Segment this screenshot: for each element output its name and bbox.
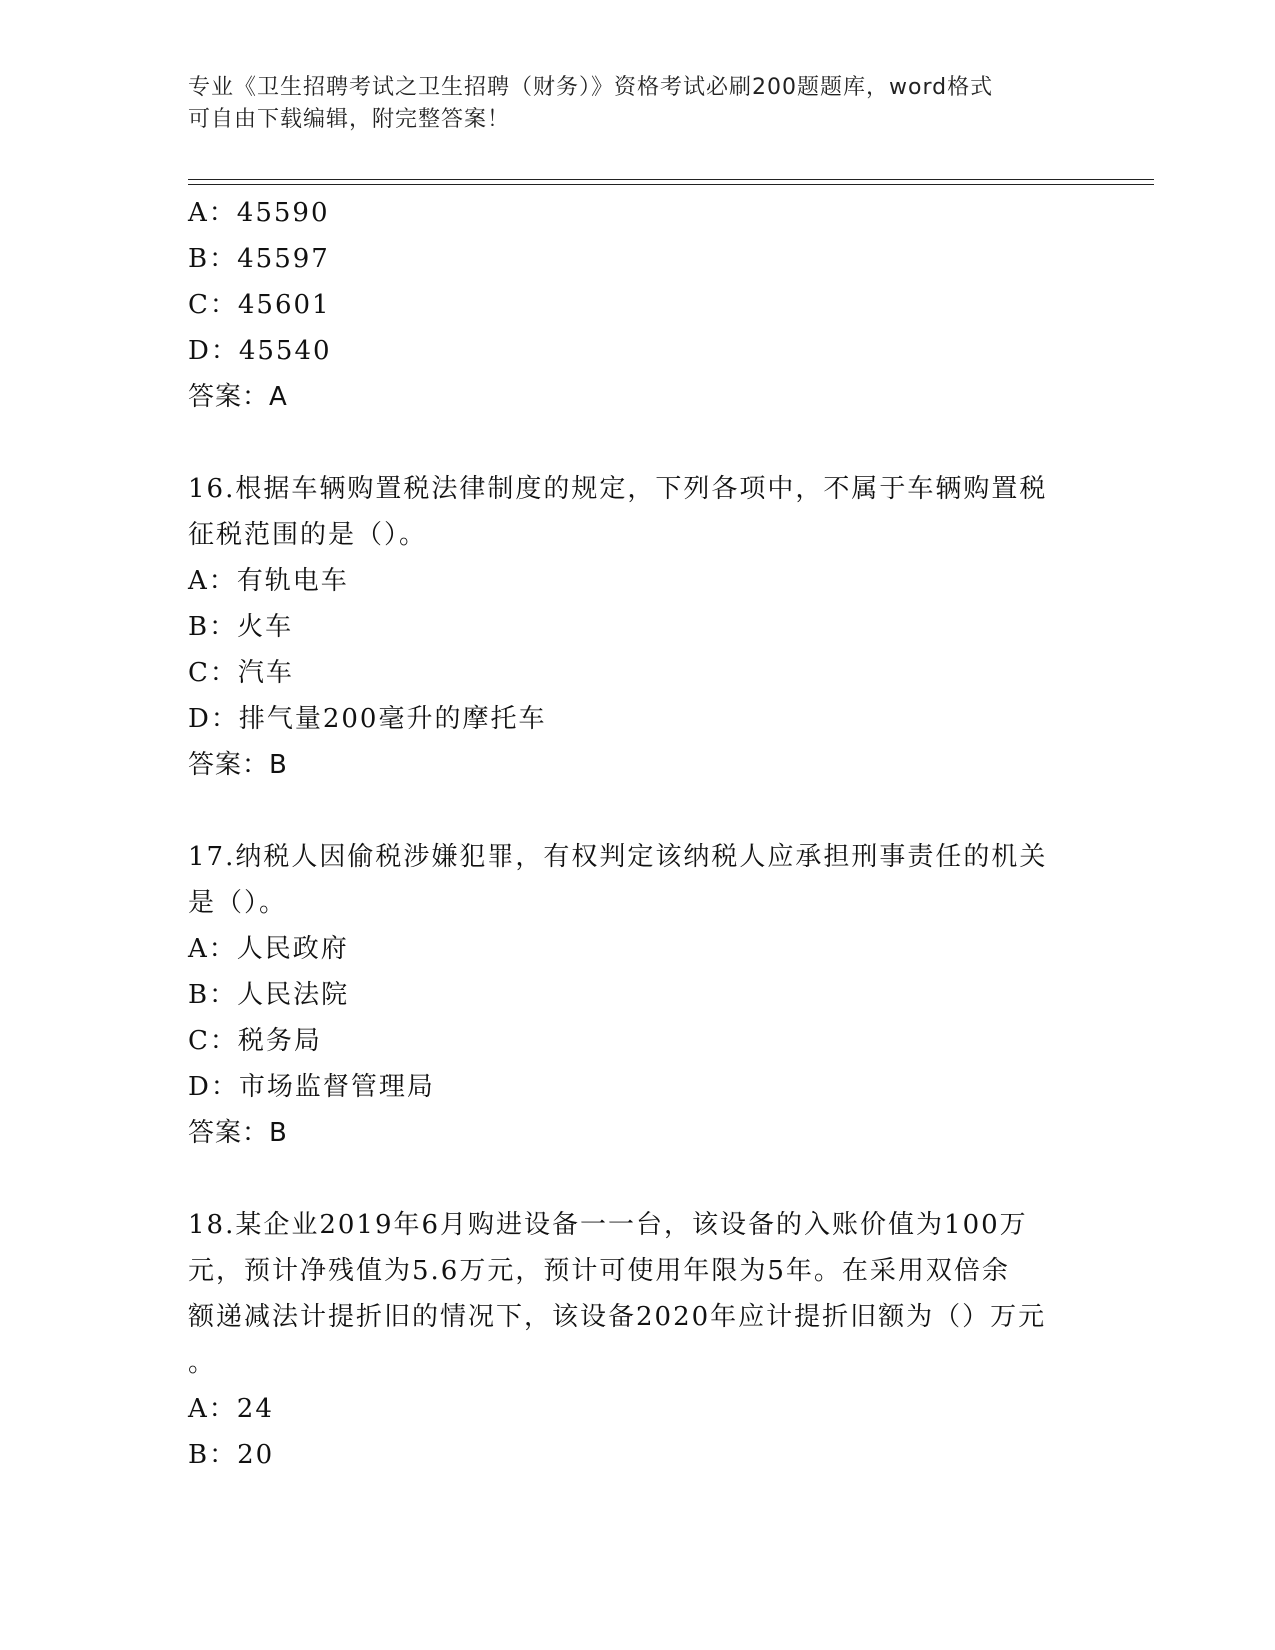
question-15-block: [188, 190, 1068, 420]
question-18-text-line3: 额递减法计提折旧的情况下，该设备2020年应计提折旧额为（）万元: [188, 1302, 1047, 1332]
question-content: [188, 190, 1068, 1478]
question-17-text-line1: 17.纳税人因偷税涉嫌犯罪，有权判定该纳税人应承担刑事责任的机关: [188, 842, 1048, 872]
question-16-text-line1: 16.根据车辆购置税法律制度的规定，下列各项中，不属于车辆购置税: [188, 474, 1048, 504]
option-b: B：火车: [188, 612, 294, 642]
option-b: B：人民法院: [188, 980, 350, 1010]
option-a: A：有轨电车: [188, 566, 349, 596]
question-18-text-line1: 18.某企业2019年6月购进设备一一台，该设备的入账价值为100万: [188, 1210, 1028, 1240]
answer-line: 答案：A: [188, 382, 288, 412]
option-a: A：24: [188, 1394, 274, 1424]
answer-line: 答案：B: [188, 750, 288, 780]
header-divider-top: [188, 179, 1154, 180]
option-b: B：45597: [188, 244, 330, 274]
option-c: C：税务局: [188, 1026, 322, 1056]
option-d: D：市场监督管理局: [188, 1072, 435, 1102]
option-d: D：45540: [188, 336, 332, 366]
question-17-block: [188, 834, 1068, 1156]
question-18-text-line2: 元，预计净残值为5.6万元，预计可使用年限为5年。在采用双倍余: [188, 1256, 1010, 1286]
option-c: C：汽车: [188, 658, 294, 688]
option-d: D：排气量200毫升的摩托车: [188, 704, 547, 734]
spacer: [188, 420, 1068, 466]
option-c: C：45601: [188, 290, 331, 320]
option-a: A：人民政府: [188, 934, 349, 964]
spacer: [188, 788, 1068, 834]
spacer: [188, 1156, 1068, 1202]
question-17-text-line2: 是（）。: [188, 888, 288, 918]
header-divider-bottom: [188, 184, 1154, 185]
option-a: A：45590: [188, 198, 330, 228]
question-16-block: [188, 466, 1068, 788]
question-18-text-line4: 。: [188, 1348, 217, 1378]
document-header: [188, 72, 1068, 136]
question-16-text-line2: 征税范围的是（）。: [188, 520, 428, 550]
option-b: B：20: [188, 1440, 275, 1470]
header-title-line1: 专业《卫生招聘考试之卫生招聘（财务）》资格考试必刷200题题库，word格式: [188, 75, 994, 100]
question-18-block: [188, 1202, 1068, 1478]
header-title-line2: 可自由下载编辑，附完整答案！: [188, 107, 511, 132]
answer-line: 答案：B: [188, 1118, 288, 1148]
